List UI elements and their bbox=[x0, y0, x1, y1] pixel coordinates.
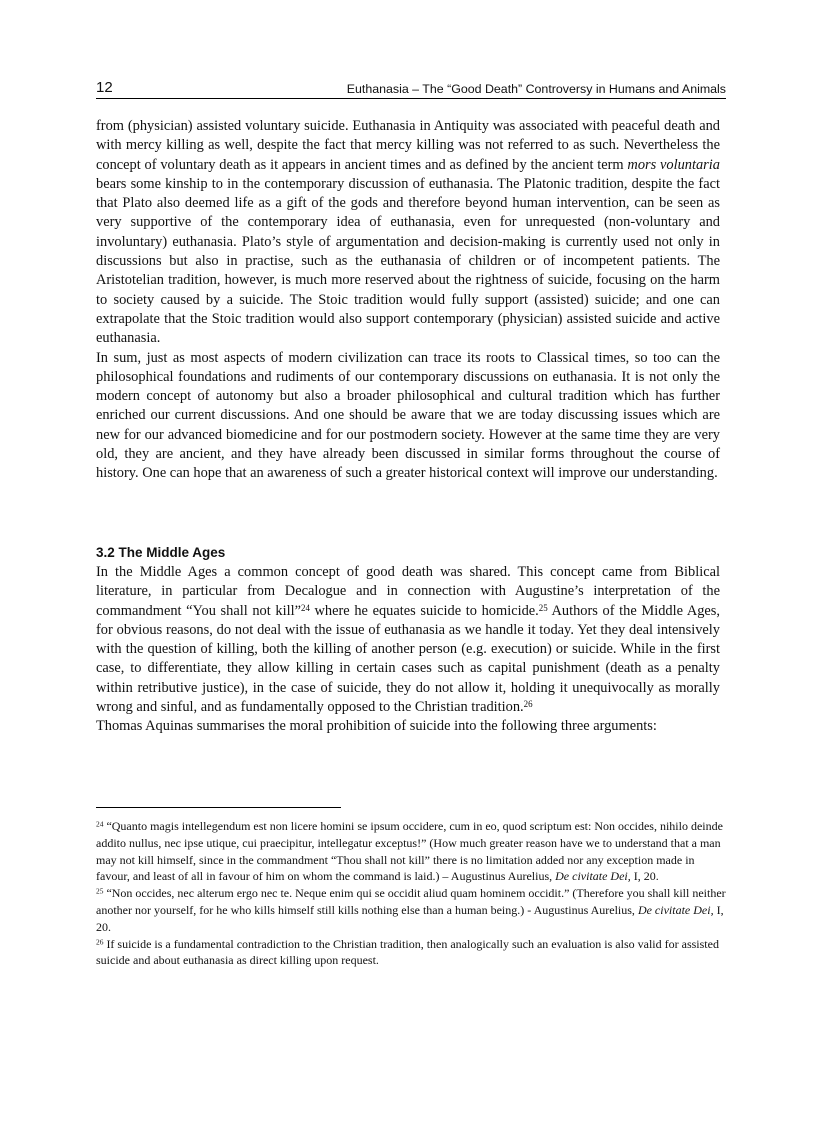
footnote-text: “Quanto magis intellegendum est non licere homini se ipsum occidere, cum in eo, quod scriptum est: Non occides, nihilo deinde addito nullus, nec ipse utique, cui praecipitur, intellegatur exceptus!” (How much greater reason have we to understand that a man may not kill himself, since in the commandment “Thou shall not kill” there is no limitation added nor any exception made in favour, and least of all in favour of him on whom the command is laid.) – Augustinus Aurelius, bbox=[96, 819, 723, 884]
footnote bbox=[96, 936, 726, 970]
footnotes bbox=[96, 818, 726, 969]
paragraph-text: bears some kinship to in the contemporary discussion of euthanasia. The Platonic tradition, despite the fact that Plato also deemed life as a gift of the gods and therefore beyond human intervention, can be seen as very supportive of the contemporary idea of euthanasia, even for unrequested (non-voluntary and involuntary) euthanasia. Plato’s style of argumentation and decision-making is currently used not only in discussions but also in practise, such as the euthanasia of children or of incompetent patients. The Aristotelian tradition, however, is much more reserved about the rightness of suicide, focusing on the harm to society caused by a suicide. The Stoic tradition would fully support (assisted) suicide; and one can extrapolate that the Stoic tradition would also support contemporary (physician) assisted suicide and active euthanasia. bbox=[96, 175, 720, 347]
intro-text bbox=[96, 117, 720, 484]
latin-term: mors voluntaria bbox=[627, 156, 720, 173]
footnote-source: De civitate Dei, bbox=[555, 869, 631, 884]
footnote-text: “Non occides, nec alterum ergo nec te. Neque enim qui se occidit aliud quam hominem occidit.” (Therefore you shall kill neither another nor yourself, for he who kills himself still kills nothing else than a human being.) - Augustinus Aurelius, bbox=[96, 886, 726, 917]
footnote-ref[interactable]: 25 bbox=[538, 602, 548, 613]
footnote-source: De civitate Dei, bbox=[637, 902, 714, 917]
paragraph-text: from (physician) assisted voluntary suicide. Euthanasia in Antiquity was associated with peaceful death and with mercy killing as well, despite the fact that mercy killing was not referred to as such. Nevertheless the concept of voluntary death as it appears in ancient times and as defined by the ancient term bbox=[96, 118, 720, 173]
paragraph: Thomas Aquinas summarises the moral prohibition of suicide into the following three arguments: bbox=[96, 718, 657, 735]
footnote bbox=[96, 885, 726, 935]
paragraph-text: Authors of the Middle Ages, for obvious reasons, do not deal with the issue of euthanasia as we handle it today. Yet they deal intensively with the question of killing, both the killing of another person (e.g. execution) or suicide. While in the first case, to differentiate, they allow killing in certain cases such as capital punishment (death as a penalty within retributive justice), in the case of suicide, they do not allow it, holding it unequivocally as morally wrong and sinful, and as fundamentally opposed to the Christian tradition. bbox=[96, 602, 720, 716]
paragraph bbox=[96, 563, 720, 717]
paragraph-text: where he equates suicide to homicide. bbox=[309, 602, 539, 619]
paragraph: In sum, just as most aspects of modern civilization can trace its roots to Classical times, so too can the philosophical foundations and rudiments of our contemporary discussions on euthanasia. It is not only the modern concept of autonomy but also a broader philosophical and cultural tradition which has further enriched our current discussions. And one should be aware that we are today discussing issues which are new for our advanced biomedicine and for our postmodern society. However at the same time they are very old, they are ancient, and they have already been discussed in similar forms throughout the course of history. One can hope that an awareness of such a greater historical context will improve our understanding. bbox=[96, 349, 720, 482]
page-number: 12 bbox=[96, 79, 113, 96]
section-heading: 3.2 The Middle Ages bbox=[96, 545, 226, 560]
footnote-text: I, 20. bbox=[630, 869, 659, 884]
footnote-ref[interactable]: 26 bbox=[523, 699, 533, 710]
footnote bbox=[96, 818, 726, 885]
footnote-ref[interactable]: 24 bbox=[300, 602, 310, 613]
paragraph bbox=[96, 117, 720, 349]
footnote-number: 25 bbox=[96, 886, 104, 896]
paragraph-text: In the Middle Ages a common concept of good death was shared. This concept came from Biblical literature, in particular from Decalogue and in connection with Augustine’s interpretation of the commandment “You shall not kill” bbox=[96, 564, 720, 619]
footnote-text: I, 20. bbox=[96, 902, 724, 934]
footnote-number: 26 bbox=[96, 937, 104, 947]
running-title: Euthanasia – The “Good Death” Controversy in Humans and Animals bbox=[346, 82, 726, 96]
page-header bbox=[96, 79, 726, 99]
footnote-divider bbox=[96, 807, 341, 808]
footnote-text: If suicide is a fundamental contradiction to the Christian tradition, then analogically such an evaluation is also valid for assisted suicide and about euthanasia as direct killing upon request. bbox=[96, 936, 719, 968]
footnote-number: 24 bbox=[96, 819, 104, 829]
section-text bbox=[96, 563, 720, 737]
